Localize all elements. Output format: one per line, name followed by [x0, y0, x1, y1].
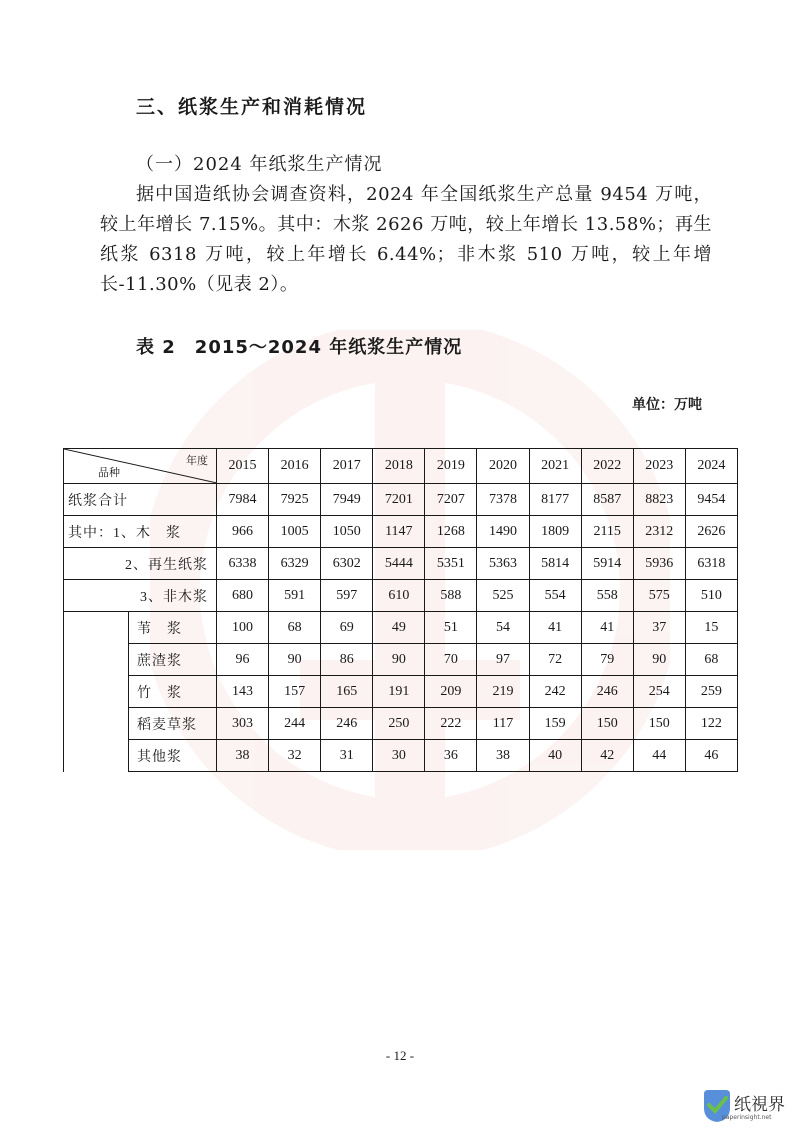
value-cell: 597: [321, 580, 373, 612]
value-cell: 7949: [321, 484, 373, 516]
value-cell: 38: [217, 740, 269, 772]
value-cell: 72: [529, 644, 581, 676]
value-cell: 2115: [581, 516, 633, 548]
value-cell: 90: [373, 644, 425, 676]
value-cell: 36: [425, 740, 477, 772]
value-cell: 68: [269, 612, 321, 644]
value-cell: 9454: [685, 484, 737, 516]
value-cell: 117: [477, 708, 529, 740]
value-cell: 5444: [373, 548, 425, 580]
year-header: 2018: [373, 449, 425, 484]
value-cell: 5814: [529, 548, 581, 580]
page-number: - 12 -: [385, 1048, 415, 1063]
value-cell: 246: [581, 676, 633, 708]
value-cell: 30: [373, 740, 425, 772]
value-cell: 8587: [581, 484, 633, 516]
table-title: 表 2 2015～2024 年纸浆生产情况: [136, 337, 463, 358]
table-row: [64, 612, 738, 644]
pulp-production-table: [63, 448, 738, 772]
row-label: 2、再生纸浆: [64, 548, 217, 580]
value-cell: 6338: [217, 548, 269, 580]
value-cell: 96: [217, 644, 269, 676]
value-cell: 122: [685, 708, 737, 740]
value-cell: 165: [321, 676, 373, 708]
value-cell: 242: [529, 676, 581, 708]
header-row: [64, 449, 738, 484]
table-row: [64, 484, 738, 516]
body-paragraph: 据中国造纸协会调查资料，2024 年全国纸浆生产总量 9454 万吨，较上年增长 7.15%。其中：木浆 2626 万吨，较上年增长 13.58%；再生纸浆 6318 万吨，较上年增长 6.44%；非木浆 510 万吨，较上年增长-11.30%（见表 2）。: [100, 184, 712, 295]
value-cell: 143: [217, 676, 269, 708]
value-cell: 68: [685, 644, 737, 676]
brand-logo: [700, 1088, 795, 1128]
value-cell: 558: [581, 580, 633, 612]
value-cell: 46: [685, 740, 737, 772]
table-row: [64, 708, 738, 740]
row-label: 稻麦草浆: [129, 708, 217, 740]
corner-header: [64, 449, 217, 484]
subsection-heading: （一）2024 年纸浆生产情况: [136, 154, 383, 175]
value-cell: 5363: [477, 548, 529, 580]
value-cell: 157: [269, 676, 321, 708]
year-header: 2022: [581, 449, 633, 484]
value-cell: 2626: [685, 516, 737, 548]
row-label: 其他浆: [129, 740, 217, 772]
value-cell: 554: [529, 580, 581, 612]
value-cell: 1268: [425, 516, 477, 548]
value-cell: 575: [633, 580, 685, 612]
value-cell: 42: [581, 740, 633, 772]
value-cell: 246: [321, 708, 373, 740]
year-header: 2021: [529, 449, 581, 484]
corner-kind-label: 品种: [98, 466, 120, 479]
row-label: 3、非木浆: [64, 580, 217, 612]
value-cell: 69: [321, 612, 373, 644]
value-cell: 70: [425, 644, 477, 676]
value-cell: 5936: [633, 548, 685, 580]
value-cell: 159: [529, 708, 581, 740]
value-cell: 6318: [685, 548, 737, 580]
value-cell: 5351: [425, 548, 477, 580]
value-cell: 40: [529, 740, 581, 772]
value-cell: 79: [581, 644, 633, 676]
value-cell: 41: [581, 612, 633, 644]
indent-cell: [64, 612, 129, 772]
year-header: 2016: [269, 449, 321, 484]
value-cell: 31: [321, 740, 373, 772]
value-cell: 86: [321, 644, 373, 676]
value-cell: 219: [477, 676, 529, 708]
value-cell: 8177: [529, 484, 581, 516]
value-cell: 303: [217, 708, 269, 740]
table-row: [64, 676, 738, 708]
table-row: [64, 516, 738, 548]
value-cell: 38: [477, 740, 529, 772]
value-cell: 1809: [529, 516, 581, 548]
row-label: 蔗渣浆: [129, 644, 217, 676]
value-cell: 49: [373, 612, 425, 644]
value-cell: 150: [581, 708, 633, 740]
value-cell: 54: [477, 612, 529, 644]
value-cell: 6329: [269, 548, 321, 580]
value-cell: 100: [217, 612, 269, 644]
value-cell: 244: [269, 708, 321, 740]
year-header: 2023: [633, 449, 685, 484]
value-cell: 510: [685, 580, 737, 612]
table-row: [64, 548, 738, 580]
value-cell: 191: [373, 676, 425, 708]
value-cell: 250: [373, 708, 425, 740]
corner-year-label: 年度: [186, 454, 208, 467]
value-cell: 41: [529, 612, 581, 644]
value-cell: 610: [373, 580, 425, 612]
table-row: [64, 644, 738, 676]
year-header: 2017: [321, 449, 373, 484]
value-cell: 90: [269, 644, 321, 676]
value-cell: 7984: [217, 484, 269, 516]
value-cell: 15: [685, 612, 737, 644]
value-cell: 150: [633, 708, 685, 740]
year-header: 2019: [425, 449, 477, 484]
value-cell: 7201: [373, 484, 425, 516]
value-cell: 2312: [633, 516, 685, 548]
value-cell: 44: [633, 740, 685, 772]
value-cell: 680: [217, 580, 269, 612]
value-cell: 254: [633, 676, 685, 708]
logo-url: paperinsight.net: [722, 1114, 772, 1121]
value-cell: 90: [633, 644, 685, 676]
year-header: 2020: [477, 449, 529, 484]
value-cell: 7378: [477, 484, 529, 516]
value-cell: 51: [425, 612, 477, 644]
value-cell: 1490: [477, 516, 529, 548]
year-header: 2024: [685, 449, 737, 484]
value-cell: 222: [425, 708, 477, 740]
row-label: 竹 浆: [129, 676, 217, 708]
value-cell: 5914: [581, 548, 633, 580]
value-cell: 1147: [373, 516, 425, 548]
value-cell: 525: [477, 580, 529, 612]
year-header: 2015: [217, 449, 269, 484]
value-cell: 259: [685, 676, 737, 708]
unit-label: 单位：万吨: [632, 397, 702, 413]
section-title: 三、纸浆生产和消耗情况: [136, 96, 368, 118]
value-cell: 6302: [321, 548, 373, 580]
row-label: 纸浆合计: [64, 484, 217, 516]
value-cell: 591: [269, 580, 321, 612]
value-cell: 1050: [321, 516, 373, 548]
value-cell: 97: [477, 644, 529, 676]
row-label: 其中：1、木 浆: [64, 516, 217, 548]
row-label: 苇 浆: [129, 612, 217, 644]
value-cell: 37: [633, 612, 685, 644]
table-row: [64, 740, 738, 772]
value-cell: 32: [269, 740, 321, 772]
table-row: [64, 580, 738, 612]
value-cell: 966: [217, 516, 269, 548]
value-cell: 8823: [633, 484, 685, 516]
value-cell: 7925: [269, 484, 321, 516]
logo-name: 纸視界: [734, 1095, 785, 1115]
value-cell: 588: [425, 580, 477, 612]
value-cell: 7207: [425, 484, 477, 516]
value-cell: 1005: [269, 516, 321, 548]
value-cell: 209: [425, 676, 477, 708]
